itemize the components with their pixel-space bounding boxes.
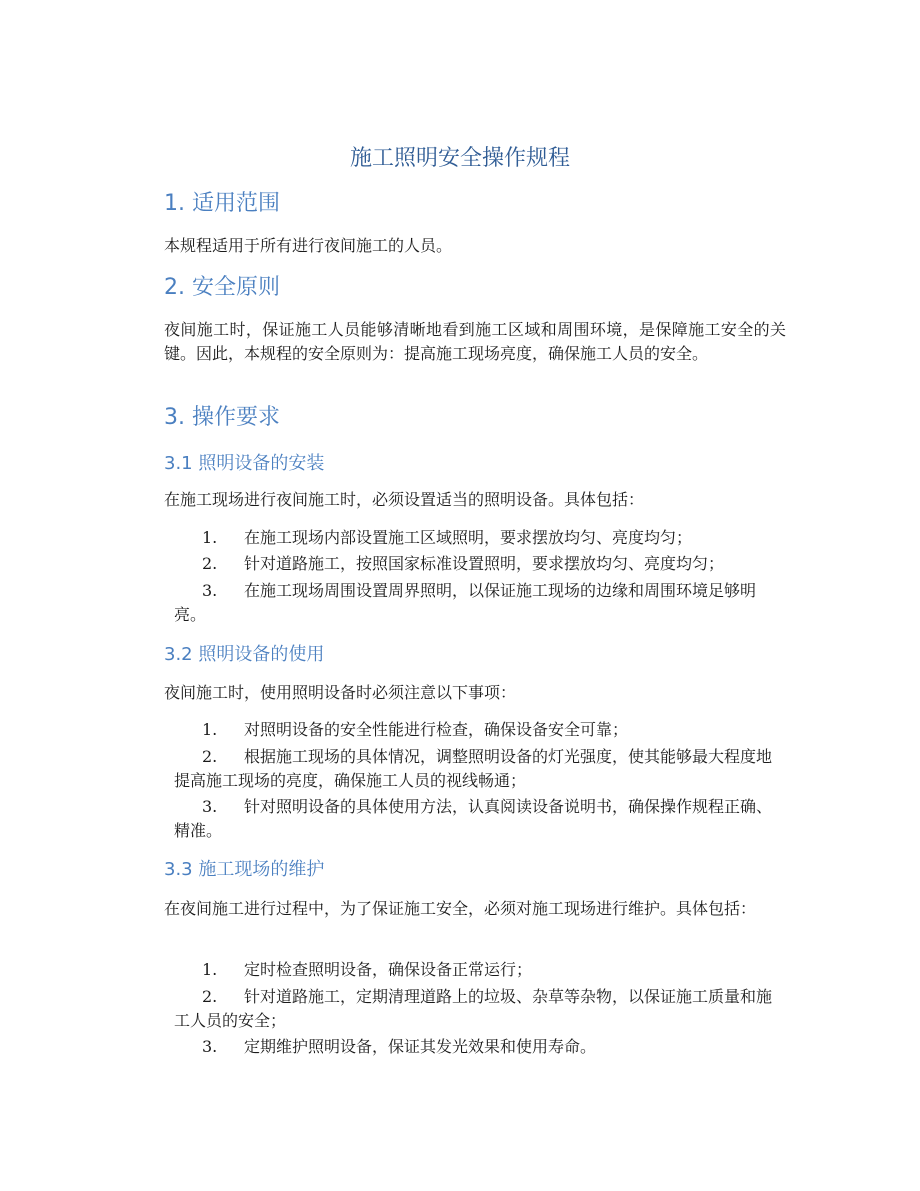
section-1-body: 本规程适用于所有进行夜间施工的人员。: [164, 236, 453, 255]
section-2-body-text: 夜间施工时，保证施工人员能够清晰地看到施工区域和周围环境，是保障施工安全的关键。因此，本规程的安全原则为：提高施工现场亮度，确保施工人员的安全。: [164, 320, 786, 363]
document-title: 施工照明安全操作规程: [349, 146, 570, 171]
list-item: [174, 745, 786, 793]
list-item: [174, 718, 786, 742]
subsection-3-2-heading: 3.2 照明设备的使用: [164, 644, 325, 665]
list-item-number: 1.: [202, 720, 218, 739]
section-2-body: [164, 318, 786, 366]
list-item-text: 在施工现场周围设置周界照明，以保证施工现场的边缘和周围环境足够明亮。: [174, 581, 757, 624]
list-item: [174, 1035, 786, 1059]
subsection-3-2-intro: 夜间施工时，使用照明设备时必须注意以下事项：: [164, 683, 517, 702]
list-item: [174, 958, 786, 982]
list-item: [174, 552, 786, 576]
list-item-number: 2.: [202, 987, 218, 1006]
list-item: [174, 985, 786, 1033]
list-item-number: 3.: [202, 1037, 218, 1056]
list-item-text: 根据施工现场的具体情况，调整照明设备的灯光强度，使其能够最大程度地提高施工现场的亮度，确保施工人员的视线畅通；: [174, 747, 773, 790]
list-item: [174, 579, 786, 627]
list-item-text: 针对照明设备的具体使用方法，认真阅读设备说明书，确保操作规程正确、精准。: [174, 797, 773, 840]
section-1-heading: 1. 适用范围: [164, 191, 280, 216]
list-item-text: 在施工现场内部设置施工区域照明，要求摆放均匀、亮度均匀；: [244, 528, 693, 547]
list-item-text: 针对道路施工，定期清理道路上的垃圾、杂草等杂物，以保证施工质量和施工人员的安全；: [174, 987, 773, 1030]
section-3-heading: 3. 操作要求: [164, 405, 280, 430]
list-item-number: 3.: [202, 581, 218, 600]
list-item-number: 1.: [202, 960, 218, 979]
section-2-heading: 2. 安全原则: [164, 275, 280, 300]
subsection-3-1-intro: 在施工现场进行夜间施工时，必须设置适当的照明设备。具体包括：: [164, 490, 645, 509]
list-item-number: 1.: [202, 528, 218, 547]
list-item: [174, 526, 786, 550]
list-item-number: 2.: [202, 554, 218, 573]
list-item-number: 3.: [202, 797, 218, 816]
subsection-3-1-heading: 3.1 照明设备的安装: [164, 453, 325, 474]
list-item-text: 对照明设备的安全性能进行检查，确保设备安全可靠；: [244, 720, 629, 739]
subsection-3-3-heading: 3.3 施工现场的维护: [164, 859, 325, 880]
list-item-text: 针对道路施工，按照国家标准设置照明，要求摆放均匀、亮度均匀；: [244, 554, 725, 573]
subsection-3-3-intro: 在夜间施工进行过程中，为了保证施工安全，必须对施工现场进行维护。具体包括：: [164, 899, 757, 918]
list-item: [174, 795, 786, 843]
list-item-text: 定时检查照明设备，确保设备正常运行；: [244, 960, 533, 979]
list-item-text: 定期维护照明设备，保证其发光效果和使用寿命。: [244, 1037, 597, 1056]
list-item-number: 2.: [202, 747, 218, 766]
